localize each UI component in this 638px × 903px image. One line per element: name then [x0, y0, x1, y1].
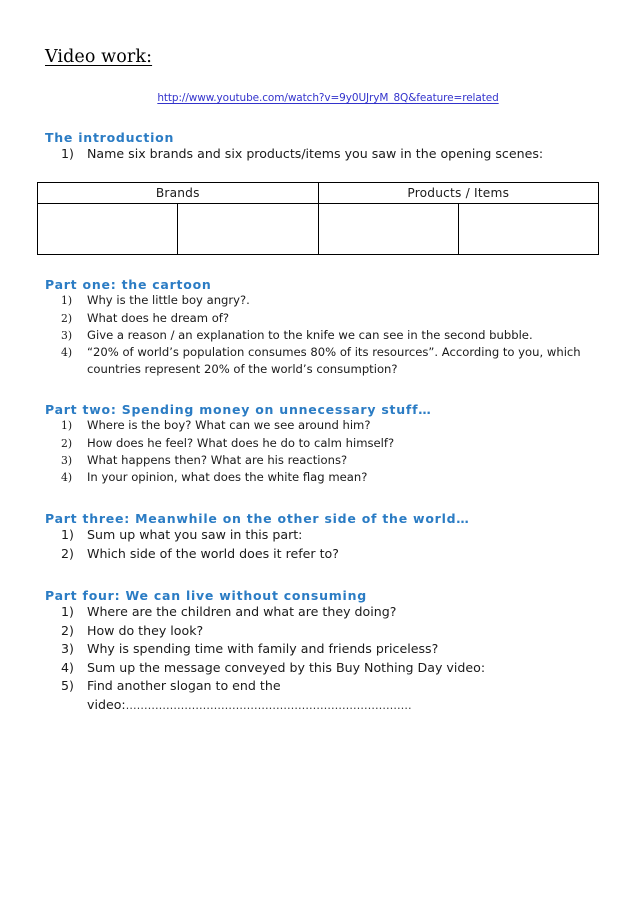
list-item-text: What does he dream of? — [87, 310, 230, 325]
brands-table-wrap — [37, 182, 601, 255]
list-item-number: 5) — [61, 678, 74, 694]
list-item-number: 2) — [61, 436, 73, 450]
question-list-introduction — [61, 145, 601, 164]
list-item-number: 2) — [61, 622, 74, 638]
list-item-text: Why is spending time with family and friends priceless? — [87, 641, 439, 657]
list-item — [61, 145, 601, 164]
list-item-label: Find another slogan to end the video: — [87, 678, 281, 712]
list-item — [61, 344, 601, 378]
list-item — [61, 452, 601, 469]
list-item — [61, 310, 601, 327]
title-row — [37, 47, 601, 69]
question-list-part-three — [61, 526, 601, 563]
list-item-text: Give a reason / an explanation to the knife we can see in the second bubble. — [87, 327, 533, 342]
question-list-part-one — [61, 292, 601, 378]
answer-cell-brands-2[interactable] — [178, 204, 318, 255]
list-item — [61, 292, 601, 309]
list-item-text: Where is the boy? What can we see around him? — [87, 418, 371, 433]
list-item-number: 1) — [61, 145, 74, 161]
list-item — [61, 435, 601, 452]
list-item — [61, 327, 601, 344]
list-item-number: 2) — [61, 545, 74, 561]
list-item-text: Where are the children and what are they doing? — [87, 604, 397, 620]
list-item-number: 3) — [61, 328, 73, 342]
list-item — [61, 417, 601, 434]
column-header-brands: Brands — [38, 183, 319, 204]
video-link-row — [37, 86, 601, 105]
list-item-text: Which side of the world does it refer to? — [87, 545, 339, 561]
list-item — [61, 659, 601, 678]
list-item-number: 1) — [61, 419, 73, 433]
list-item-text: Why is the little boy angry?. — [87, 293, 250, 308]
list-item-number: 4) — [61, 659, 74, 675]
list-item-text: How does he feel? What does he do to calm himself? — [87, 435, 395, 450]
answer-cell-products-1[interactable] — [318, 204, 458, 255]
document-content — [37, 47, 601, 715]
list-item-number: 2) — [61, 311, 73, 325]
list-item — [61, 526, 601, 545]
table-header-row — [38, 183, 599, 204]
section-heading-part-four: Part four: We can live without consuming — [45, 588, 367, 604]
list-item — [61, 640, 601, 659]
list-item — [61, 545, 601, 564]
list-item — [61, 469, 601, 486]
answer-cell-products-2[interactable] — [458, 204, 598, 255]
list-item-number: 3) — [61, 641, 74, 657]
section-heading-introduction: The introduction — [45, 129, 175, 145]
list-item-number: 1) — [61, 604, 74, 620]
question-list-part-two — [61, 417, 601, 486]
list-item-text: How do they look? — [87, 622, 204, 638]
list-item-number: 1) — [61, 527, 74, 543]
list-item-text — [87, 677, 601, 715]
list-item-text: In your opinion, what does the white flag mean? — [87, 470, 368, 484]
answer-cell-brands-1[interactable] — [38, 204, 178, 255]
list-item-number: 1) — [61, 294, 73, 308]
list-item-text: Sum up the message conveyed by this Buy Nothing Day video: — [87, 659, 486, 675]
list-item — [61, 677, 601, 715]
list-item-number: 4) — [61, 471, 73, 484]
question-list-part-four — [61, 603, 601, 715]
video-url-link[interactable]: http://www.youtube.com/watch?v=9y0UJryM_8Q&feature=related — [157, 91, 499, 104]
section-heading-part-two: Part two: Spending money on unnecessary stuff… — [45, 402, 432, 418]
brands-products-table — [37, 182, 599, 255]
list-item-text: “20% of world’s population consumes 80% of its resources”. According to you, which countries represent 20% of the world’s consumption? — [87, 344, 581, 377]
list-item-number: 4) — [61, 345, 73, 359]
section-heading-part-one: Part one: the cartoon — [45, 277, 212, 293]
table-body — [38, 204, 599, 255]
column-header-products-items: Products / Items — [318, 183, 599, 204]
answer-leader-dots[interactable]: …………………………………………………………………… — [125, 698, 412, 712]
list-item-text: Sum up what you saw in this part: — [87, 527, 303, 543]
section-heading-part-three: Part three: Meanwhile on the other side of the world… — [45, 511, 470, 527]
table-head — [38, 183, 599, 204]
table-row — [38, 204, 599, 255]
list-item-number: 3) — [61, 453, 73, 467]
list-item-text: Name six brands and six products/items you saw in the opening scenes: — [87, 145, 544, 161]
list-item — [61, 603, 601, 622]
list-item-text: What happens then? What are his reactions? — [87, 452, 348, 467]
page-title: Video work: — [45, 47, 153, 67]
list-item — [61, 622, 601, 641]
